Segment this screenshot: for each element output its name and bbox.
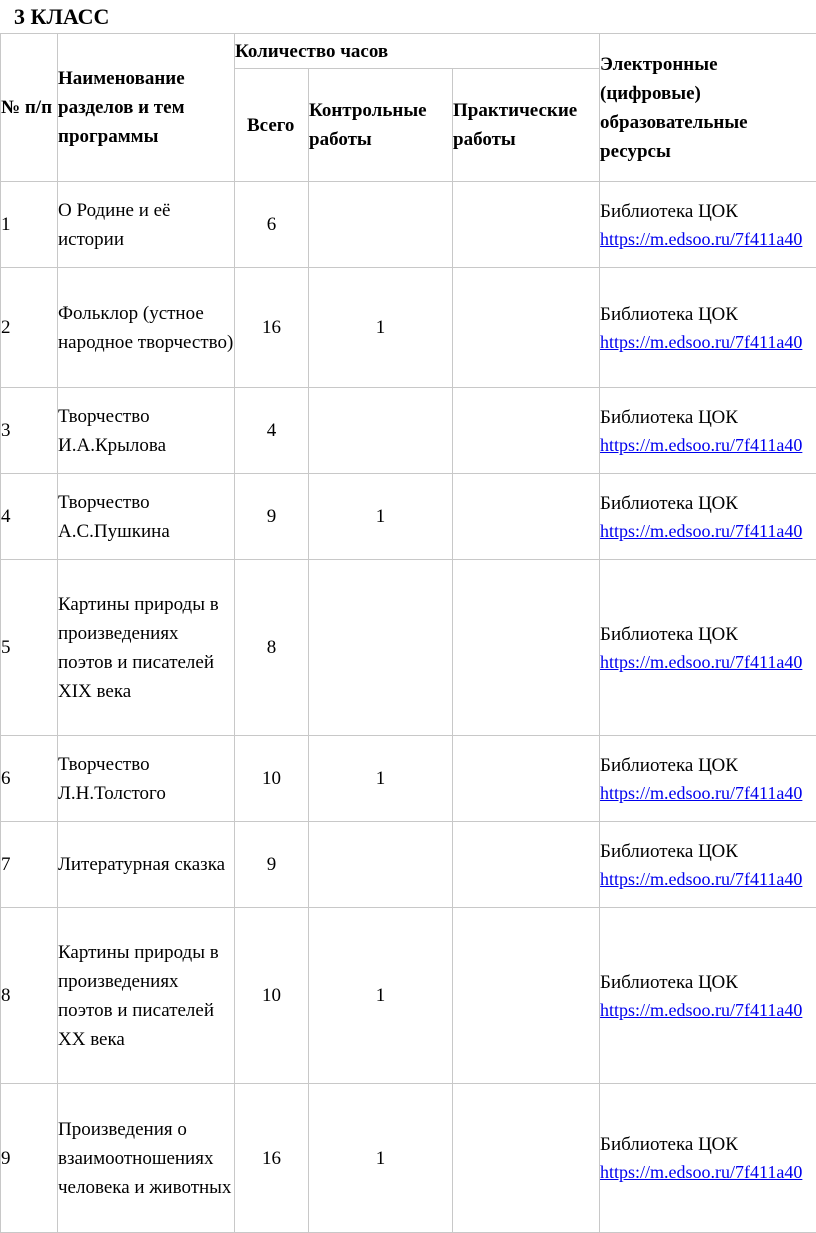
control-works — [309, 822, 453, 908]
resource-link[interactable]: https://m.edsoo.ru/7f411a40 — [600, 1162, 803, 1182]
row-number: 4 — [1, 474, 58, 560]
resource-label: Библиотека ЦОК — [600, 623, 738, 645]
control-works: 1 — [309, 736, 453, 822]
table-row — [1, 822, 816, 908]
resource-cell — [600, 1084, 816, 1233]
resource-cell — [600, 822, 816, 908]
row-number: 3 — [1, 388, 58, 474]
resource-link[interactable]: https://m.edsoo.ru/7f411a40 — [600, 651, 803, 672]
header-number: № п/п — [1, 34, 58, 182]
control-works: 1 — [309, 1084, 453, 1233]
section-name: Творчество Л.Н.Толстого — [58, 736, 235, 822]
resource-label: Библиотека ЦОК — [600, 840, 738, 862]
control-works: 1 — [309, 908, 453, 1084]
section-name: Творчество И.А.Крылова — [58, 388, 235, 474]
resource-cell — [600, 268, 816, 388]
table-row — [1, 736, 816, 822]
resource-link[interactable]: https://m.edsoo.ru/7f411a40 — [600, 999, 803, 1020]
table-row — [1, 388, 816, 474]
resource-cell — [600, 560, 816, 736]
section-name: Творчество А.С.Пушкина — [58, 474, 235, 560]
total-hours: 16 — [235, 268, 309, 388]
resource-label: Библиотека ЦОК — [600, 754, 738, 776]
total-hours: 4 — [235, 388, 309, 474]
practical-works — [453, 268, 600, 388]
section-name: О Родине и её истории — [58, 182, 235, 268]
resource-cell — [600, 182, 816, 268]
resource-label: Библиотека ЦОК — [600, 200, 738, 222]
total-hours: 10 — [235, 908, 309, 1084]
header-control-works: Контрольные работы — [309, 69, 453, 182]
section-name: Литературная сказка — [58, 822, 235, 908]
resource-label: Библиотека ЦОК — [600, 303, 738, 325]
header-hours: Количество часов — [235, 34, 600, 69]
resource-label: Библиотека ЦОК — [600, 406, 738, 428]
row-number: 7 — [1, 822, 58, 908]
row-number: 6 — [1, 736, 58, 822]
header-row — [1, 34, 816, 69]
row-number: 9 — [1, 1084, 58, 1233]
header-total: Всего — [235, 69, 309, 182]
table-row — [1, 560, 816, 736]
total-hours: 8 — [235, 560, 309, 736]
control-works — [309, 388, 453, 474]
total-hours: 6 — [235, 182, 309, 268]
total-hours: 9 — [235, 474, 309, 560]
table-row — [1, 1084, 816, 1233]
total-hours: 16 — [235, 1084, 309, 1233]
header-practical-works: Практические работы — [453, 69, 600, 182]
section-name: Произведения о взаимоотношениях человека и животных — [58, 1084, 235, 1233]
row-number: 1 — [1, 182, 58, 268]
curriculum-table — [0, 33, 816, 1233]
practical-works — [453, 388, 600, 474]
table-row — [1, 908, 816, 1084]
practical-works — [453, 822, 600, 908]
total-hours: 9 — [235, 822, 309, 908]
resource-label: Библиотека ЦОК — [600, 971, 738, 993]
practical-works — [453, 182, 600, 268]
control-works: 1 — [309, 474, 453, 560]
resource-cell — [600, 908, 816, 1084]
section-name: Картины природы в произведениях поэтов и писателей XIX века — [58, 560, 235, 736]
header-section-name: Наименование разделов и тем программы — [58, 34, 235, 182]
resource-cell — [600, 388, 816, 474]
resource-link[interactable]: https://m.edsoo.ru/7f411a40 — [600, 868, 803, 889]
practical-works — [453, 908, 600, 1084]
resource-link[interactable]: https://m.edsoo.ru/7f411a40 — [600, 434, 803, 455]
row-number: 8 — [1, 908, 58, 1084]
control-works: 1 — [309, 268, 453, 388]
practical-works — [453, 560, 600, 736]
practical-works — [453, 736, 600, 822]
header-resources: Электронные (цифровые) образовательные ресурсы — [600, 34, 816, 182]
page-title: 3 КЛАСС — [14, 4, 110, 29]
resource-link[interactable]: https://m.edsoo.ru/7f411a40 — [600, 782, 803, 803]
resource-link[interactable]: https://m.edsoo.ru/7f411a40 — [600, 228, 803, 249]
control-works — [309, 560, 453, 736]
control-works — [309, 182, 453, 268]
resource-cell — [600, 736, 816, 822]
practical-works — [453, 474, 600, 560]
resource-link[interactable]: https://m.edsoo.ru/7f411a40 — [600, 331, 803, 352]
resource-label: Библиотека ЦОК — [600, 1134, 738, 1155]
table-row — [1, 474, 816, 560]
row-number: 5 — [1, 560, 58, 736]
row-number: 2 — [1, 268, 58, 388]
section-name: Фольклор (устное народное творчество) — [58, 268, 235, 388]
resource-label: Библиотека ЦОК — [600, 492, 738, 514]
table-row — [1, 268, 816, 388]
practical-works — [453, 1084, 600, 1233]
total-hours: 10 — [235, 736, 309, 822]
resource-cell — [600, 474, 816, 560]
table-row — [1, 182, 816, 268]
resource-link[interactable]: https://m.edsoo.ru/7f411a40 — [600, 520, 803, 541]
section-name: Картины природы в произведениях поэтов и писателей ХХ века — [58, 908, 235, 1084]
